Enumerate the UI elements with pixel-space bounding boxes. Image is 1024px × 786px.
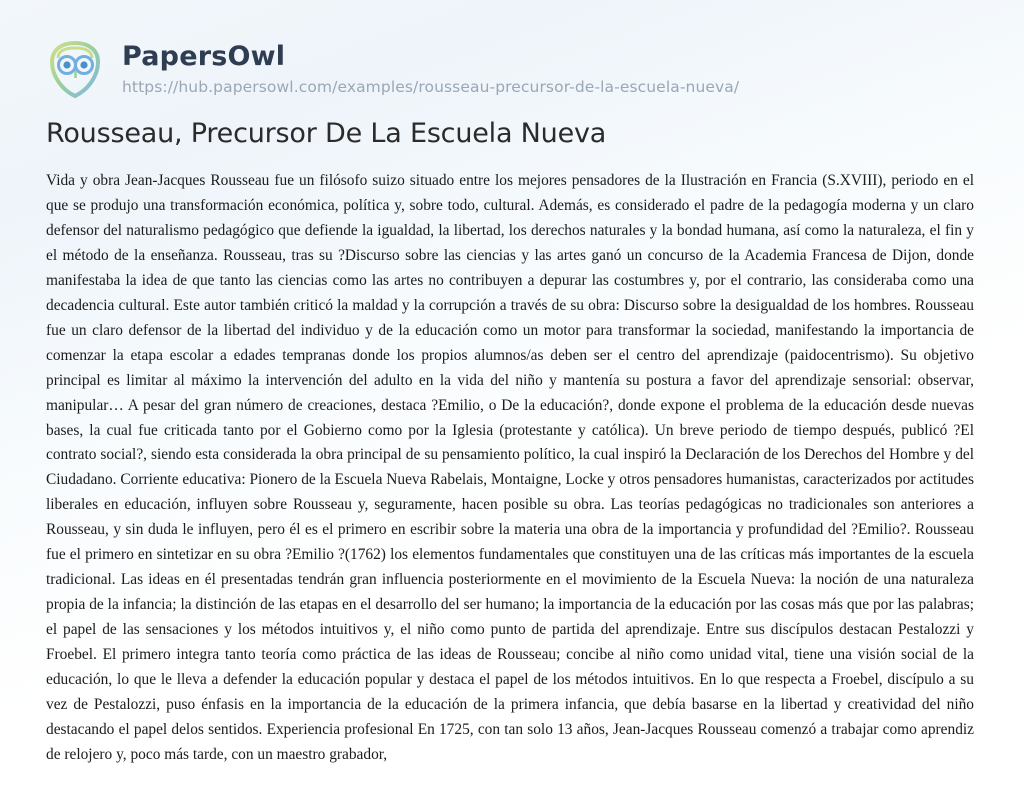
source-url-link[interactable]: https://hub.papersowl.com/examples/rousseau-precursor-de-la-escuela-nueva/ [122,77,740,96]
site-header [0,0,1024,96]
brand-block [122,42,739,96]
site-brand-name: PapersOwl [122,41,286,73]
article-body-text: Vida y obra Jean-Jacques Rousseau fue un filósofo suizo situado entre los mejores pensadores de la Ilustración en Francia (S.XVIII), periodo en el que se produjo una transformación económica, política y, sobre todo, cultural. Además, es considerado el padre de la pedagogía moderna y un claro defensor del naturalismo pedagógico que defiende la igualdad, la libertad, los derechos naturales y la bondad humana, así como la naturaleza, el fin y el método de la enseñanza. Rousseau, tras su ?Discurso sobre las ciencias y las artes ganó un concurso de la Academia Francesa de Dijon, donde manifestaba la idea de que tanto las ciencias como las artes no contribuyen a depurar las costumbres y, por el contrario, las consideraba como una decadencia cultural. Este autor también criticó la maldad y la corrupción a través de su obra: Discurso sobre la desigualdad de los hombres. Rousseau fue un claro defensor de la libertad del individuo y de la educación como un motor para transformar la sociedad, manifestando la importancia de comenzar la etapa escolar a edades tempranas donde los propios alumnos/as deben ser el centro del aprendizaje (paidocentrismo). Su objetivo principal es limitar al máximo la intervención del adulto en la vida del niño y mantenía su postura a favor del aprendizaje sensorial: observar, manipular… A pesar del gran número de creaciones, destaca ?Emilio, o De la educación?, donde expone el problema de la educación desde nuevas bases, la cual fue criticada tanto por el Gobierno como por la Iglesia (protestante y católica). Un breve periodo de tiempo después, publicó ?El contrato social?, siendo esta considerada la obra principal de su pensamiento político, la cual inspiró la Declaración de los Derechos del Hombre y del Ciudadano. Corriente educativa: Pionero de la Escuela Nueva Rabelais, Montaigne, Locke y otros pensadores humanistas, caracterizados por actitudes liberales en educación, influyen sobre Rousseau y, seguramente, hacen posible su obra. Las teorías pedagógicas no tradicionales son anteriores a Rousseau, y sin duda le influyen, pero él es el primero en escribir sobre la materia una obra de la importancia y profundidad del ?Emilio?. Rousseau fue el primero en sintetizar en su obra ?Emilio ?(1762) los elementos fundamentales que constituyen una de las críticas más importantes de la escuela tradicional. Las ideas en él presentadas tendrán gran influencia posteriormente en el movimiento de la Escuela Nueva: la noción de una naturaleza propia de la infancia; la distinción de las etapas en el desarrollo del ser humano; la importancia de la educación por las cosas más que por las palabras; el papel de las sensaciones y los métodos intuitivos y, el niño como punto de partida del aprendizaje. Entre sus discípulos destacan Pestalozzi y Froebel. El primero integra tanto teoría como práctica de las ideas de Rousseau; concibe al niño como unidad vital, tiene una visión social de la educación, lo que le lleva a defender la educación popular y destaca el papel de los métodos intuitivos. En lo que respecta a Froebel, discípulo a su vez de Pestalozzi, puso énfasis en la importancia de la educación de la primera infancia, que debía basarse en la libertad y creatividad del niño destacando el papel delos sentidos. Experiencia profesional En 1725, con tan solo 13 años, Jean-Jacques Rousseau comenzó a trabajar como aprendiz de relojero y, poco más tarde, con un maestro grabador, [46,172,974,763]
owl-logo-icon[interactable] [44,38,106,100]
article-container [0,96,1024,768]
page-title: Rousseau, Precursor De La Escuela Nueva [46,118,607,149]
